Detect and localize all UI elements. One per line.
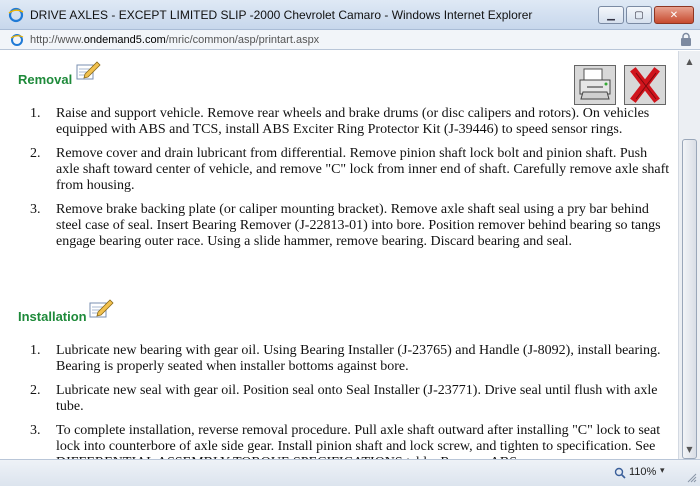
- step-number: 1.: [30, 343, 41, 358]
- close-icon: ✕: [669, 9, 679, 21]
- minimize-icon: ▁: [607, 9, 615, 21]
- print-button[interactable]: [574, 65, 616, 105]
- section-title-installation: Installation: [18, 309, 87, 324]
- step-text: Remove cover and drain lubricant from differential. Remove pinion shaft lock bolt and pinion shaft. Push axle shaft toward center of vehicle, and remove "C" lock from inner end of shaft. Carefully remove axle shaft from housing.: [56, 146, 670, 193]
- step-text: Lubricate new bearing with gear oil. Using Bearing Installer (J-23765) and Handle (J-8092), install bearing. Bearing is properly seated when installer bottoms against bore.: [56, 343, 661, 374]
- close-window-button[interactable]: [654, 6, 694, 24]
- pencil-icon: [75, 59, 101, 81]
- printer-icon: [575, 66, 615, 104]
- step-number: 2.: [30, 383, 41, 398]
- step-number: 2.: [30, 146, 41, 161]
- vertical-scrollbar[interactable]: [678, 51, 700, 459]
- url-text[interactable]: [30, 34, 319, 46]
- list-item: [30, 202, 670, 250]
- page-icon: [10, 33, 24, 47]
- step-number: 3.: [30, 202, 41, 217]
- lock-icon[interactable]: [680, 33, 692, 46]
- arrow-up-icon: ▲: [686, 56, 693, 66]
- window-title: DRIVE AXLES - EXCEPT LIMITED SLIP -2000 Chevrolet Camaro - Windows Internet Explorer: [30, 7, 533, 22]
- zoom-level[interactable]: 110%: [629, 466, 657, 478]
- zoom-icon[interactable]: [614, 467, 626, 479]
- scroll-up-button[interactable]: [682, 54, 697, 68]
- list-item: [30, 343, 670, 375]
- ie-icon: [8, 7, 24, 23]
- document-content: [0, 51, 678, 459]
- removal-steps: [30, 106, 670, 258]
- url-path: /mric/common/asp/printart.aspx: [165, 33, 320, 46]
- list-item: [30, 106, 670, 138]
- step-text: To complete installation, reverse removal procedure. Pull axle shaft outward after installing "C" lock to seat lock into counterbore of axle side gear. Install pinion shaft and lock screw, and tighten to specification. See: [56, 423, 661, 454]
- step-text: Lubricate new seal with gear oil. Position seal onto Seal Installer (J-23771). Drive seal until flush with axle tube.: [56, 383, 658, 414]
- maximize-button[interactable]: [626, 6, 652, 24]
- close-document-button[interactable]: [624, 65, 666, 105]
- section-title-removal: Removal: [18, 72, 73, 87]
- scrollbar-thumb[interactable]: [682, 139, 697, 459]
- step-number: 1.: [30, 106, 41, 121]
- title-bar: [0, 0, 700, 30]
- maximize-icon: ▢: [634, 9, 644, 21]
- url-prefix: http://www.: [30, 33, 84, 46]
- url-domain: ondemand5.com: [83, 33, 166, 46]
- pencil-icon: [88, 297, 114, 319]
- resize-grip-icon[interactable]: [687, 473, 697, 483]
- zoom-dropdown-icon[interactable]: ▾: [660, 466, 665, 476]
- address-bar[interactable]: [0, 30, 700, 50]
- arrow-down-icon: ▼: [686, 444, 693, 454]
- step-text: Remove brake backing plate (or caliper mounting bracket). Remove axle shaft seal using a pry bar behind steel case of seal. Insert Bearing Remover (J-22813-01) into bore. Position remover behind bearing so tangs engage bearing outer race. Using a slide hammer, remove bearing. Discard bearing and seal.: [56, 202, 661, 249]
- minimize-button[interactable]: [598, 6, 624, 24]
- close-x-icon: [625, 66, 665, 104]
- step-text: Raise and support vehicle. Remove rear wheels and brake drums (or disc calipers and rotors). On vehicles equipped with ABS and TCS, install ABS Exciter Ring Protector Kit (J-39446) to speed sensor rings.: [56, 106, 650, 137]
- list-item: [30, 383, 670, 415]
- status-bar: [0, 459, 700, 486]
- step-number: 3.: [30, 423, 41, 438]
- scroll-down-button[interactable]: [682, 442, 697, 456]
- list-item: [30, 146, 670, 194]
